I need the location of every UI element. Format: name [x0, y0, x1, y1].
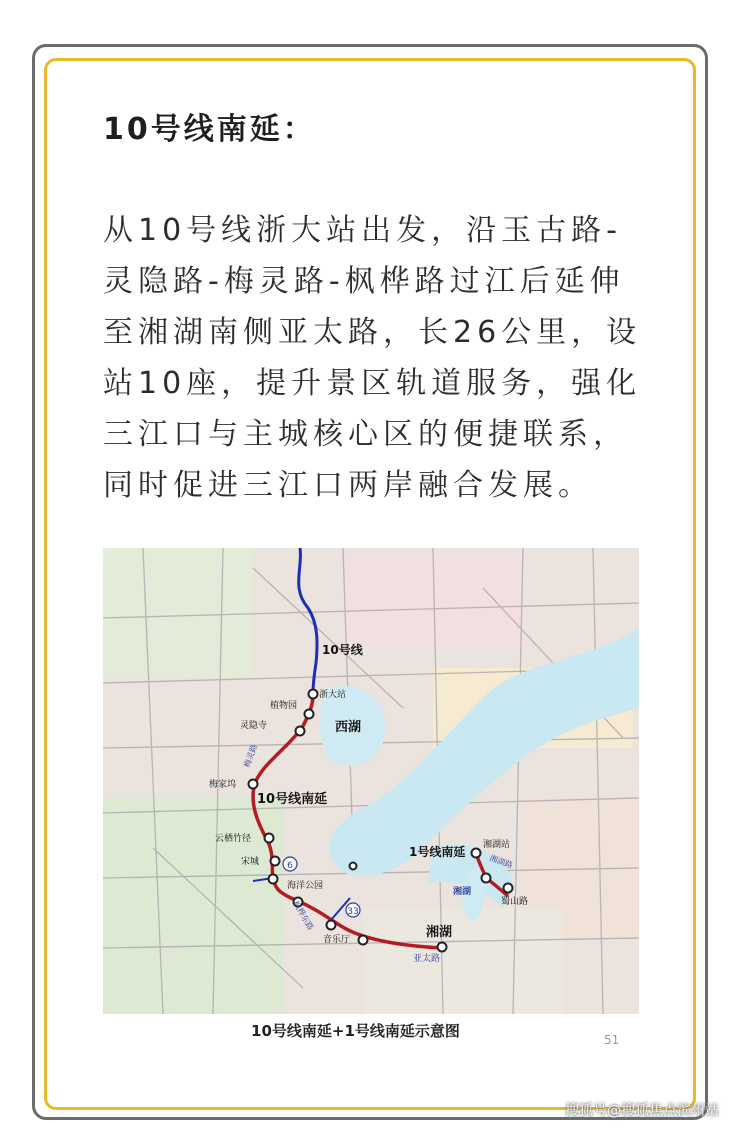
road-meiling: 梅灵路: [242, 743, 260, 769]
station-zhiwuyuan: 植物园: [270, 701, 298, 711]
label-line10-extension: 10号线南延: [257, 792, 328, 807]
station-lingyinsi: 灵隐寺: [240, 721, 268, 731]
label-xianghu: 湘湖: [426, 925, 453, 940]
label-west-lake: 西湖: [335, 720, 362, 735]
page-number: 51: [604, 1033, 620, 1047]
map-caption: 10号线南延+1号线南延示意图: [251, 1022, 460, 1040]
section-title: 10号线南延：: [103, 112, 316, 147]
body-paragraph: 从10号线浙大站出发，沿玉古路-灵隐路-梅灵路-枫桦路过江后延伸至湘湖南侧亚太路，长26公里，设站10座，提升景区轨道服务，强化三江口与主城核心区的便捷联系，同时促进三江口两岸融合发展。: [103, 213, 642, 503]
station-songcheng: 宋城: [241, 857, 260, 867]
road-fenghua: 枫桦东路: [291, 899, 316, 932]
station-meijiawu: 梅家坞: [209, 780, 237, 790]
label-line10: 10号线: [322, 643, 363, 657]
station-yataolu: 亚太路: [413, 954, 441, 964]
station-shushanlu: 蜀山路: [501, 897, 529, 907]
label-xianghu-small: 湘湖: [453, 887, 472, 897]
station-haiyang: 海洋公园: [287, 881, 324, 891]
label-line1-extension: 1号线南延: [409, 845, 466, 859]
station-xianghuzhan: 湘湖站: [483, 840, 511, 850]
station-yinyueting: 音乐厅: [323, 935, 351, 945]
station-zheda: 浙大站: [319, 690, 347, 700]
watermark: 搜狐号@搜狐焦点滨州站: [565, 1103, 719, 1119]
metro-map-svg: [103, 548, 639, 1014]
road-xianghu: 湘湖路: [488, 853, 514, 871]
station-yunqizhujing: 云栖竹径: [215, 834, 252, 844]
shield-6: 6: [287, 861, 293, 871]
metro-map: [103, 548, 639, 1014]
shield-33: 33: [347, 907, 359, 917]
